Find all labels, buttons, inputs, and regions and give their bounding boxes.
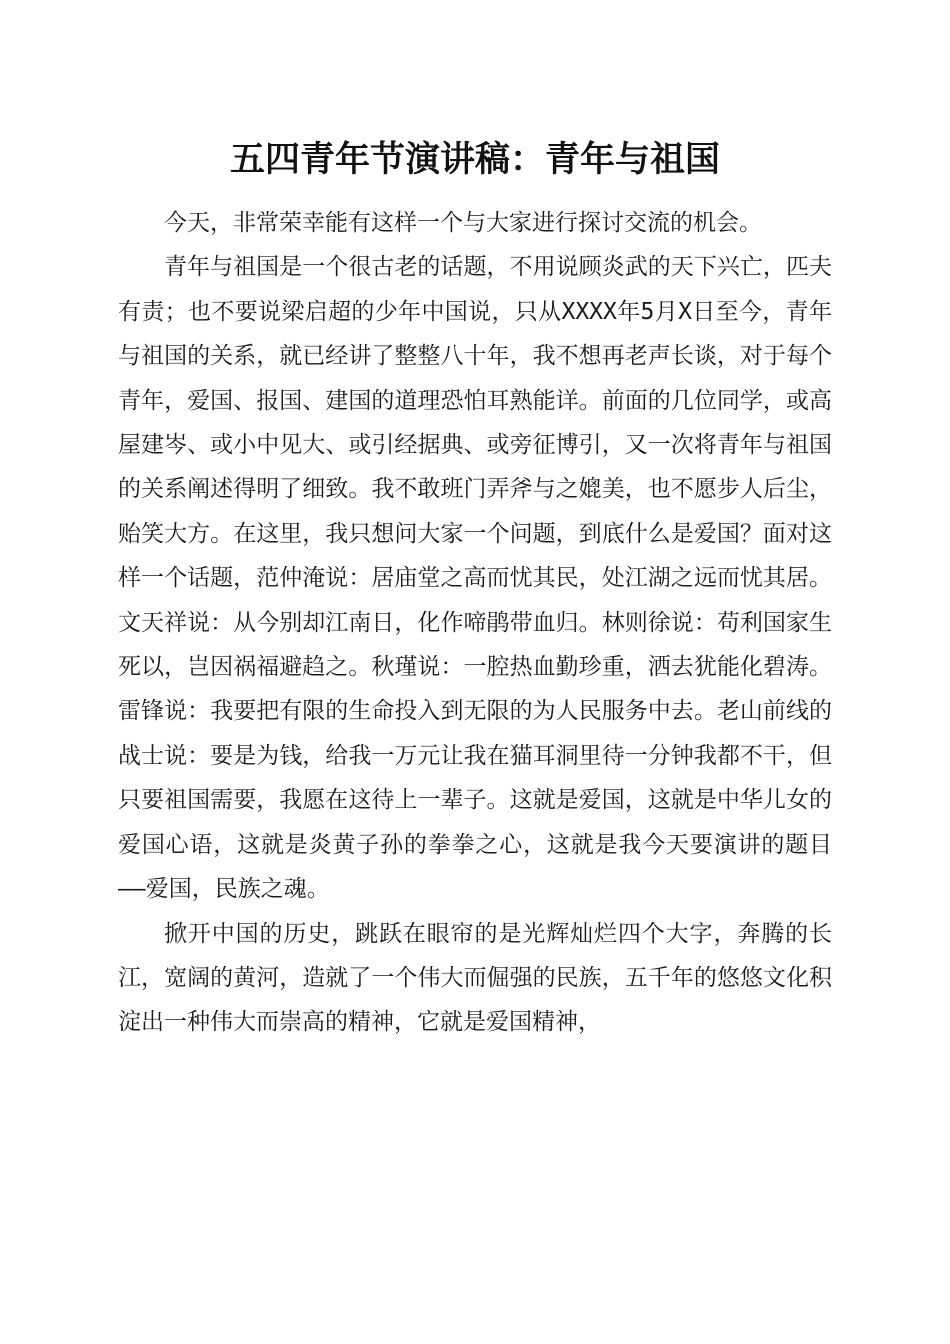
paragraph-opening: 今天，非常荣幸能有这样一个与大家进行探讨交流的机会。	[164, 210, 762, 236]
paragraph-chinese-history: 掀开中国的历史，跳跃在眼帘的是光辉灿烂四个大字，奔腾的长江，宽阔的黄河，造就了一个伟大而倔强的民族，五千年的悠悠文化积淀出一种伟大而崇高的精神，它就是爱国精神，	[118, 920, 832, 1036]
document-title: 五四青年节演讲稿：青年与祖国	[229, 139, 720, 180]
document-body	[118, 201, 832, 1045]
paragraph-youth-and-motherland: 青年与祖国是一个很古老的话题，不用说顾炎武的天下兴亡，匹夫有责；也不要说梁启超的少年中国说，只从XXXX年5月X日至今，青年与祖国的关系，就已经讲了整整八十年，我不想再老声长谈，对于每个青年，爱国、报国、建国的道理恐怕耳熟能详。前面的几位同学，或高屋建岑、或小中见大、或引经据典、或旁征博引，又一次将青年与祖国的关系阐述得明了细致。我不敢班门弄斧与之媲美，也不愿步人后尘，贻笑大方。在这里，我只想问大家一个问题，到底什么是爱国？面对这样一个话题，范仲淹说：居庙堂之高而忧其民，处江湖之远而忧其居。文天祥说：从今别却江南日，化作啼鹃带血归。林则徐说：苟利国家生死以，岂因祸福避趋之。秋瑾说：一腔热血勤珍重，洒去犹能化碧涛。雷锋说：我要把有限的生命投入到无限的为人民服务中去。老山前线的战士说：要是为钱，给我一万元让我在猫耳洞里待一分钟我都不干，但只要祖国需要，我愿在这待上一辈子。这就是爱国，这就是中华儿女的爱国心语，这就是炎黄子孙的拳拳之心，这就是我今天要演讲的题目——爱国，民族之魂。	[118, 254, 832, 903]
